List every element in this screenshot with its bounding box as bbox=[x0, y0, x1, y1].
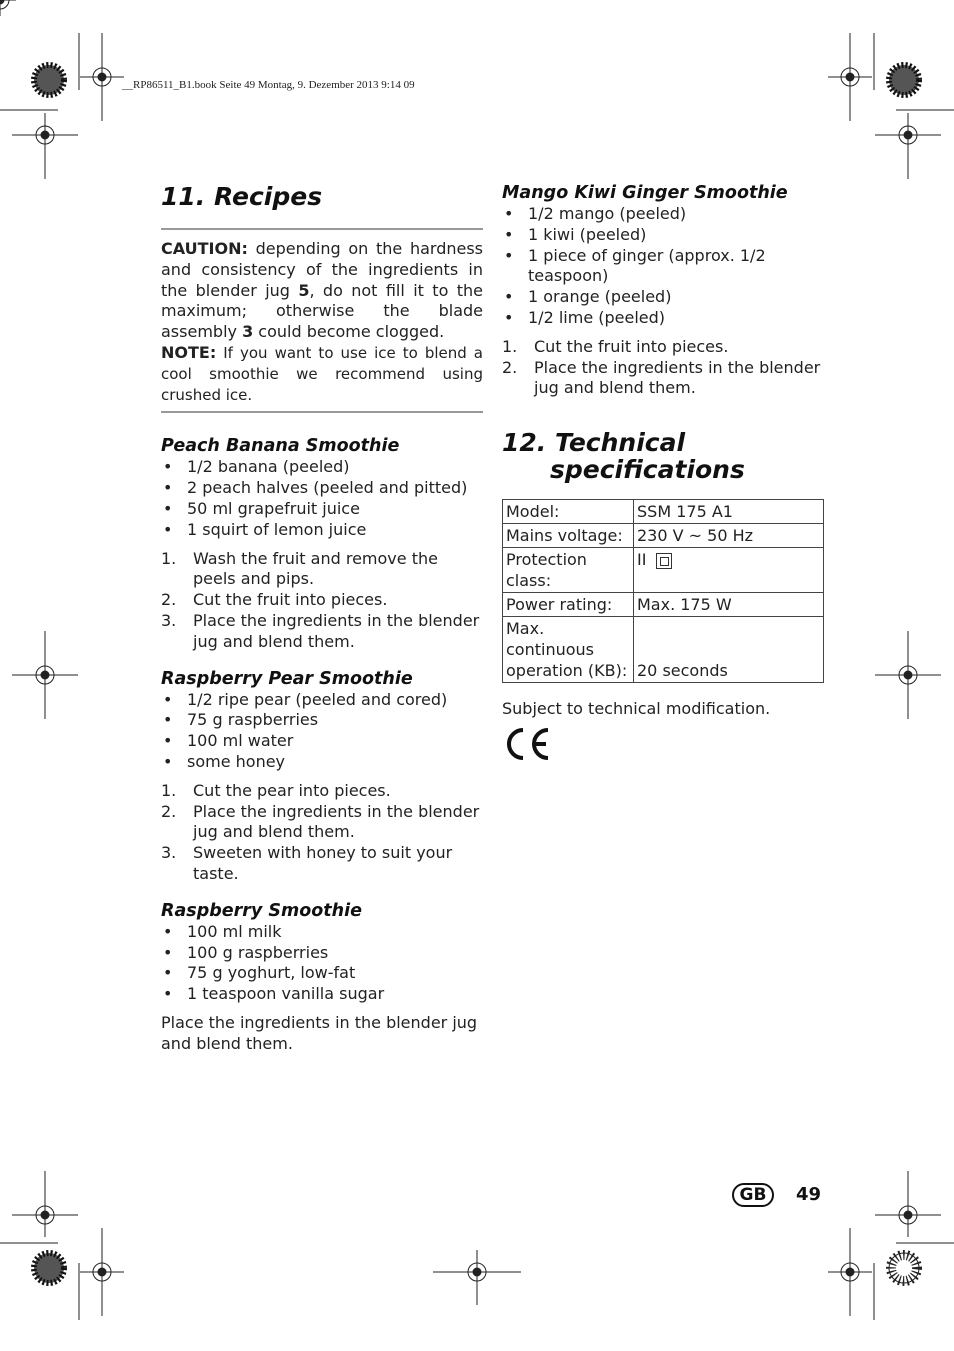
list-item: • 100 ml water bbox=[161, 731, 483, 752]
list-item: • 1/2 mango (peeled) bbox=[502, 204, 824, 225]
peach-recipe-title: Peach Banana Smoothie bbox=[161, 436, 400, 457]
mango-ingredient-list bbox=[502, 204, 824, 329]
step-number: 3. bbox=[161, 843, 177, 863]
tech-note: Subject to technical modification. bbox=[502, 699, 771, 719]
list-item bbox=[161, 843, 483, 885]
list-item: • 1 orange (peeled) bbox=[502, 287, 824, 308]
list-item: • 75 g yoghurt, low-fat bbox=[161, 963, 483, 984]
raspberry-ingredient-list bbox=[161, 922, 483, 1005]
spec-value: SSM 175 A1 bbox=[634, 500, 824, 524]
list-item bbox=[161, 802, 483, 844]
raspberry-recipe-title: Raspberry Smoothie bbox=[161, 900, 362, 921]
right-column bbox=[502, 182, 824, 762]
list-item: • 1/2 lime (peeled) bbox=[502, 308, 824, 329]
list-item bbox=[161, 611, 483, 653]
list-item: • 2 peach halves (peeled and pitted) bbox=[161, 478, 483, 499]
peach-ingredient-list bbox=[161, 457, 483, 540]
list-item: • 1 piece of ginger (approx. 1/2 teaspoon) bbox=[502, 246, 824, 288]
list-item: • 1 kiwi (peeled) bbox=[502, 225, 824, 246]
raspberry-pear-ingredient-list bbox=[161, 690, 483, 773]
list-item: • 1 teaspoon vanilla sugar bbox=[161, 984, 483, 1005]
step-text: Wash the fruit and remove the peels and pips. bbox=[193, 548, 438, 589]
caution-ref: 5 bbox=[298, 280, 310, 300]
step-number: 1. bbox=[502, 336, 518, 356]
list-item bbox=[502, 358, 824, 400]
page-number: 49 bbox=[796, 1184, 822, 1205]
tech-title-number: 12. bbox=[502, 428, 547, 458]
list-item: • 50 ml grapefruit juice bbox=[161, 499, 483, 520]
list-item bbox=[161, 781, 483, 802]
caution-paragraph bbox=[161, 239, 483, 343]
list-item: • 1 squirt of lemon juice bbox=[161, 520, 483, 541]
step-number: 1. bbox=[161, 548, 177, 568]
step-text: Place the ingredients in the blender jug and blend them. bbox=[193, 610, 480, 651]
list-item bbox=[161, 549, 483, 591]
tech-title-line1: Technical bbox=[555, 428, 686, 458]
list-item: • 75 g raspberries bbox=[161, 710, 483, 731]
note-label: NOTE: bbox=[161, 342, 217, 362]
caution-text: depending on the hardness and consistency of the ingredients in the blender jug bbox=[161, 239, 483, 300]
spec-value bbox=[634, 548, 824, 593]
note-text: If you want to use ice to blend a cool smoothie we recommend using crushed ice. bbox=[161, 343, 483, 404]
raspberry-closing-text: Place the ingredients in the blender jug and blend them. bbox=[161, 1012, 478, 1053]
list-item: • 100 ml milk bbox=[161, 922, 483, 943]
spec-key: Max. continuous operation (KB): bbox=[503, 617, 634, 683]
mango-recipe-title: Mango Kiwi Ginger Smoothie bbox=[502, 183, 788, 203]
recipes-title bbox=[161, 182, 483, 212]
spec-key: Power rating: bbox=[503, 593, 634, 617]
tech-title-line2: specifications bbox=[550, 455, 745, 485]
step-number: 2. bbox=[502, 357, 518, 377]
step-text: Cut the fruit into pieces. bbox=[534, 336, 729, 356]
note-paragraph bbox=[161, 343, 483, 405]
recipes-title-number: 11. bbox=[161, 182, 206, 211]
spec-value: 230 V ~ 50 Hz bbox=[634, 524, 824, 548]
caution-ref: 3 bbox=[242, 322, 254, 342]
spec-key: Model: bbox=[503, 500, 634, 524]
table-row bbox=[503, 548, 824, 593]
raspberry-pear-recipe-title: Raspberry Pear Smoothie bbox=[161, 668, 413, 689]
tech-specs-title bbox=[502, 429, 824, 483]
step-number: 2. bbox=[161, 590, 177, 610]
step-text: Sweeten with honey to suit your taste. bbox=[193, 843, 453, 883]
spec-value bbox=[634, 617, 824, 683]
step-text: Cut the fruit into pieces. bbox=[193, 590, 388, 610]
step-number: 1. bbox=[161, 780, 177, 800]
spec-value: Max. 175 W bbox=[634, 593, 824, 617]
list-item: • 100 g raspberries bbox=[161, 943, 483, 964]
raspberry-pear-step-list bbox=[161, 781, 483, 885]
protection-class-value: II bbox=[637, 550, 647, 570]
list-item: • some honey bbox=[161, 752, 483, 773]
step-number: 2. bbox=[161, 801, 177, 821]
list-item bbox=[502, 337, 824, 358]
step-text: Place the ingredients in the blender jug and blend them. bbox=[193, 801, 480, 842]
step-number: 3. bbox=[161, 610, 177, 630]
language-badge: GB bbox=[732, 1183, 774, 1207]
ce-mark-icon bbox=[502, 726, 552, 762]
table-row bbox=[503, 524, 824, 548]
list-item: • 1/2 banana (peeled) bbox=[161, 457, 483, 478]
caution-text: could become clogged. bbox=[253, 322, 445, 342]
peach-step-list bbox=[161, 549, 483, 653]
table-row bbox=[503, 593, 824, 617]
list-item: • 1/2 ripe pear (peeled and cored) bbox=[161, 690, 483, 711]
table-row bbox=[503, 500, 824, 524]
recipes-title-text: Recipes bbox=[214, 182, 323, 211]
spec-table bbox=[502, 499, 824, 683]
mango-step-list bbox=[502, 337, 824, 399]
table-row bbox=[503, 617, 824, 683]
caution-box bbox=[161, 228, 483, 413]
step-text: Place the ingredients in the blender jug and blend them. bbox=[534, 357, 821, 398]
caution-label: CAUTION: bbox=[161, 239, 248, 258]
list-item bbox=[161, 590, 483, 611]
protection-class-ii-icon bbox=[656, 553, 672, 569]
spec-value-text: 20 seconds bbox=[637, 661, 728, 681]
spec-key: Protection class: bbox=[503, 548, 634, 593]
caution-text: , do not fill it to the maximum; otherwise the blade assembly bbox=[161, 280, 483, 342]
print-header-line: __RP86511_B1.book Seite 49 Montag, 9. Dezember 2013 9:14 09 bbox=[122, 79, 415, 91]
spec-key: Mains voltage: bbox=[503, 524, 634, 548]
step-text: Cut the pear into pieces. bbox=[193, 780, 391, 800]
left-column bbox=[161, 182, 483, 1055]
